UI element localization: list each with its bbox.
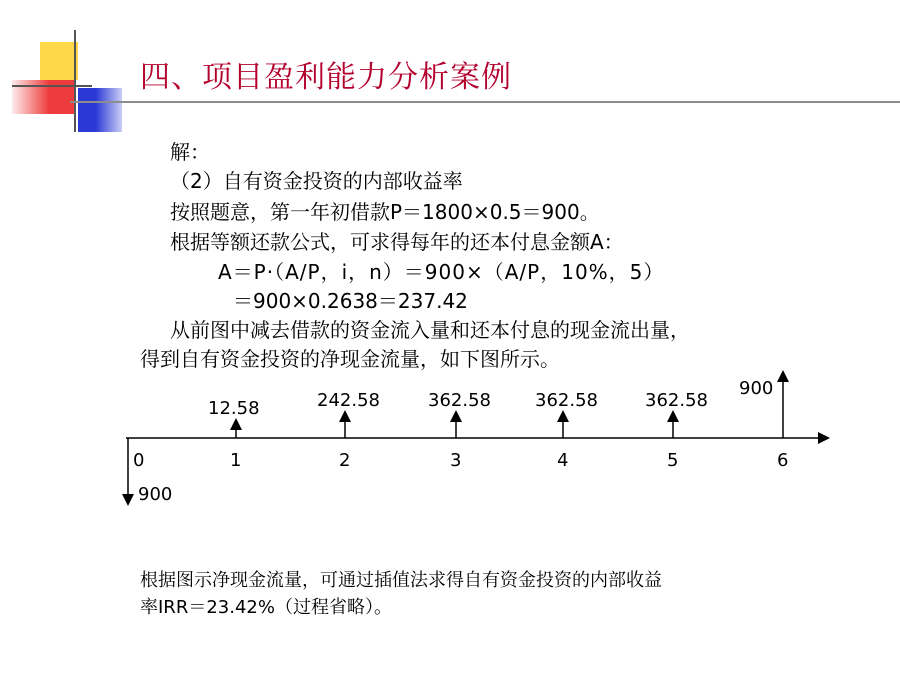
formula-line: A＝P·（A/P，i，n）＝900×（A/P，10%，5） <box>218 260 665 284</box>
deco-blue-block <box>78 88 122 132</box>
period-label-5: 5 <box>667 450 679 471</box>
cash-flow-label-period-2: 242.58 <box>317 390 380 411</box>
deco-vertical-line <box>74 30 76 132</box>
deco-horizontal-line <box>12 85 92 87</box>
period-label-6: 6 <box>777 450 789 471</box>
deco-yellow-block <box>40 42 78 80</box>
page-title: 四、项目盈利能力分析案例 <box>140 60 512 95</box>
cash-flow-label-period-0: 900 <box>138 484 173 505</box>
period-label-2: 2 <box>339 450 351 471</box>
explanation-line-1: 从前图中减去借款的资金流入量和还本付息的现金流出量， <box>170 318 690 342</box>
cash-flow-label-period-3: 362.58 <box>428 390 491 411</box>
title-divider <box>70 101 900 103</box>
cash-flow-label-period-1: 12.58 <box>208 398 260 419</box>
cash-flow-label-period-5: 362.58 <box>645 390 708 411</box>
cash-flow-label-period-6: 900 <box>739 378 774 399</box>
formula-intro-line: 根据等额还款公式，可求得每年的还本付息金额A： <box>170 230 624 254</box>
cash-flow-label-period-4: 362.58 <box>535 390 598 411</box>
solution-heading: 解： <box>170 140 210 164</box>
period-label-1: 1 <box>230 450 242 471</box>
period-label-3: 3 <box>450 450 462 471</box>
period-label-4: 4 <box>557 450 569 471</box>
subheading-line: （2）自有资金投资的内部收益率 <box>170 169 463 193</box>
result-line: ＝900×0.2638＝237.42 <box>233 289 468 313</box>
loan-line: 按照题意，第一年初借款P＝1800×0.5＝900。 <box>170 200 600 224</box>
footnote-line-1: 根据图示净现金流量，可通过插值法求得自有资金投资的内部收益 <box>140 570 662 591</box>
period-label-0: 0 <box>133 450 145 471</box>
footnote-line-2: 率IRR＝23.42%（过程省略）。 <box>140 597 392 618</box>
explanation-line-2: 得到自有资金投资的净现金流量，如下图所示。 <box>140 347 560 371</box>
